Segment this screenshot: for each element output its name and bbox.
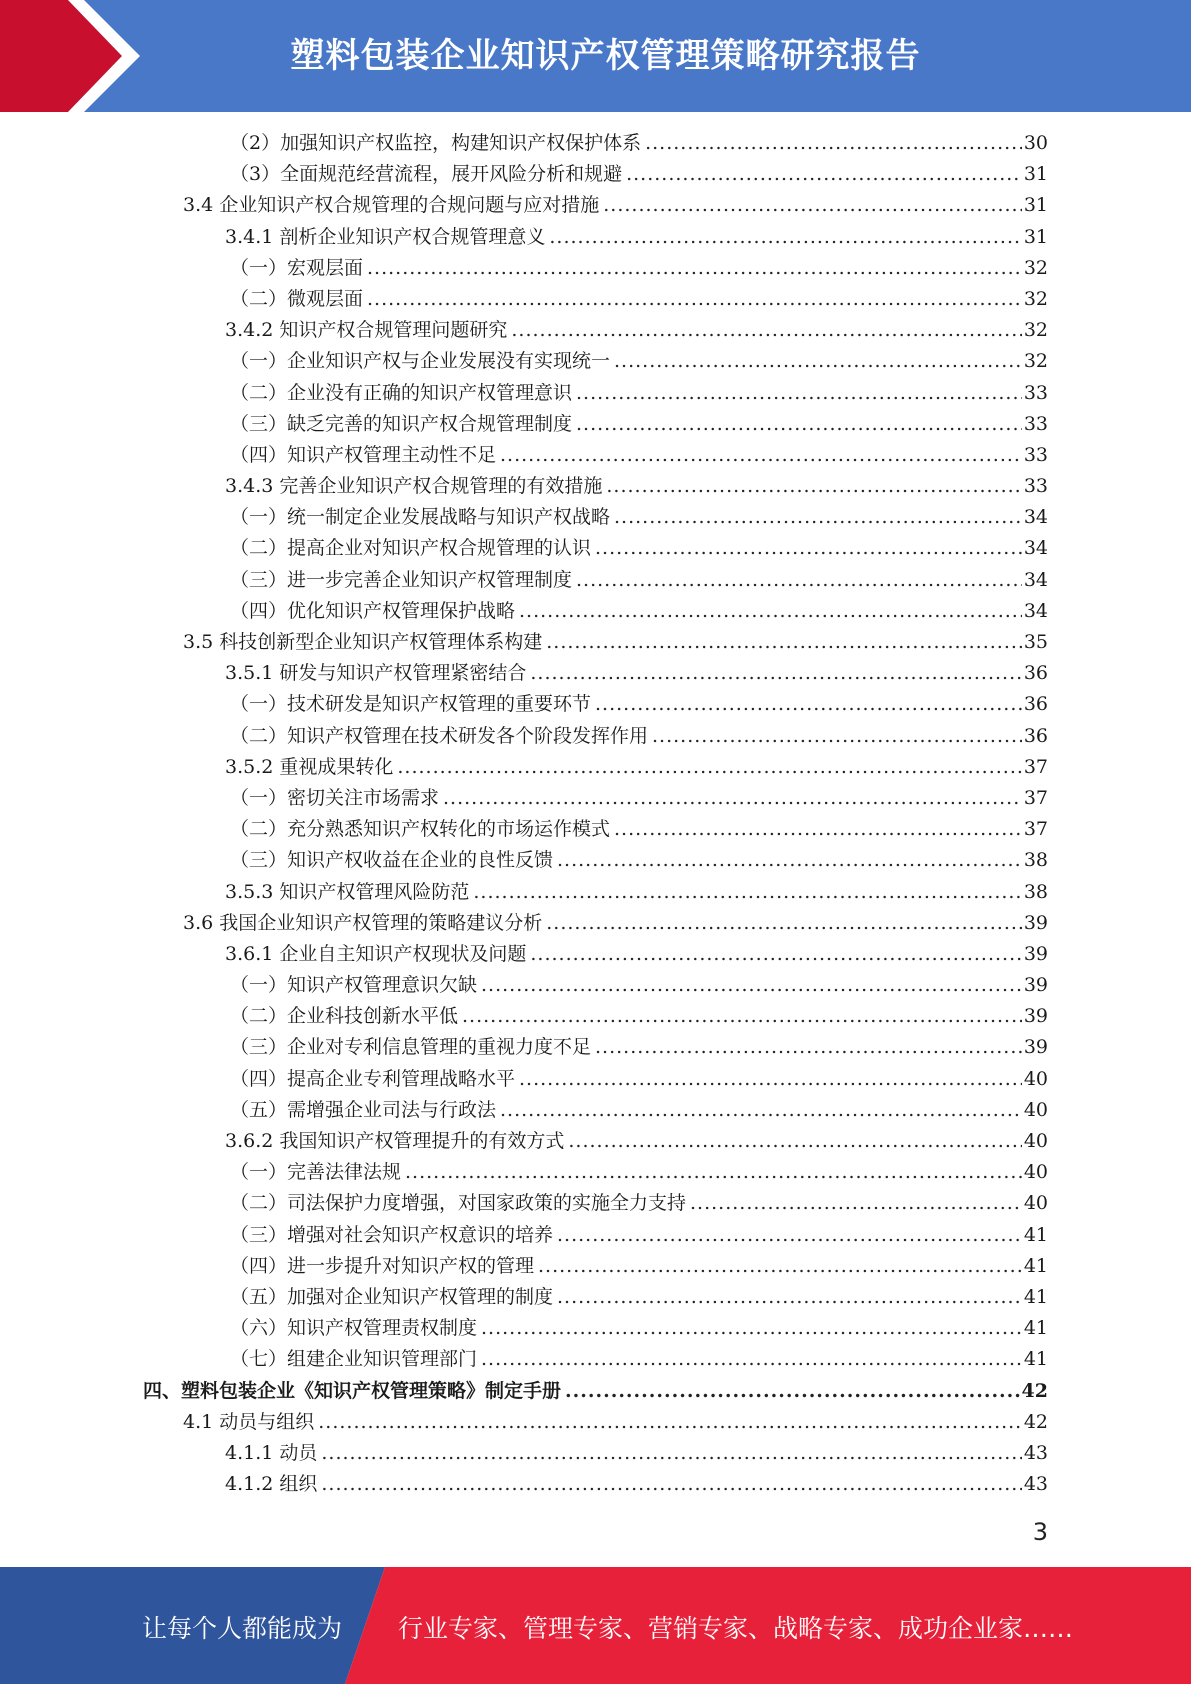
toc-entry-page: 42 bbox=[1020, 1376, 1048, 1407]
toc-entry[interactable] bbox=[0, 596, 1191, 627]
toc-dot-leader bbox=[318, 1407, 1022, 1438]
toc-dot-leader bbox=[546, 627, 1022, 658]
toc-entry-title: 3.4.2 知识产权合规管理问题研究 bbox=[225, 315, 511, 346]
toc-entry-title: （二）充分熟悉知识产权转化的市场运作模式 bbox=[230, 814, 614, 845]
toc-entry-page: 34 bbox=[1022, 565, 1048, 596]
toc-entry[interactable] bbox=[0, 970, 1191, 1001]
toc-dot-leader bbox=[557, 1282, 1022, 1313]
table-of-contents bbox=[0, 128, 1191, 1500]
toc-entry-title: （二）知识产权管理在技术研发各个阶段发挥作用 bbox=[230, 721, 652, 752]
toc-entry-title: （七）组建企业知识管理部门 bbox=[230, 1344, 481, 1375]
toc-entry-page: 37 bbox=[1022, 752, 1048, 783]
toc-entry-page: 38 bbox=[1022, 845, 1048, 876]
toc-entry-title: （三）知识产权收益在企业的良性反馈 bbox=[230, 845, 557, 876]
toc-entry-page: 31 bbox=[1022, 190, 1048, 221]
toc-dot-leader bbox=[546, 908, 1022, 939]
toc-dot-leader bbox=[397, 752, 1021, 783]
document-title: 塑料包装企业知识产权管理策略研究报告 bbox=[290, 36, 921, 76]
toc-entry-title: （三）企业对专利信息管理的重视力度不足 bbox=[230, 1032, 595, 1063]
toc-entry-title: （二）企业没有正确的知识产权管理意识 bbox=[230, 378, 576, 409]
toc-dot-leader bbox=[645, 128, 1022, 159]
toc-entry-page: 40 bbox=[1022, 1157, 1048, 1188]
toc-entry-title: （2）加强知识产权监控，构建知识产权保护体系 bbox=[230, 128, 645, 159]
toc-dot-leader bbox=[576, 565, 1022, 596]
toc-dot-leader bbox=[595, 533, 1022, 564]
toc-entry-page: 37 bbox=[1022, 814, 1048, 845]
toc-entry-title: 3.5 科技创新型企业知识产权管理体系构建 bbox=[183, 627, 546, 658]
footer-slogan-right: 行业专家、管理专家、营销专家、战略专家、成功企业家…… bbox=[398, 1614, 1074, 1643]
toc-entry[interactable] bbox=[0, 1438, 1191, 1469]
toc-dot-leader bbox=[576, 378, 1022, 409]
toc-entry[interactable] bbox=[0, 783, 1191, 814]
toc-entry-title: 4.1.2 组织 bbox=[225, 1469, 321, 1500]
toc-dot-leader bbox=[614, 346, 1022, 377]
toc-entry-page: 36 bbox=[1022, 658, 1048, 689]
toc-dot-leader bbox=[511, 315, 1021, 346]
toc-dot-leader bbox=[530, 658, 1021, 689]
toc-entry[interactable] bbox=[0, 1469, 1191, 1500]
toc-entry-page: 41 bbox=[1022, 1220, 1048, 1251]
toc-entry[interactable] bbox=[0, 658, 1191, 689]
toc-entry-title: （三）进一步完善企业知识产权管理制度 bbox=[230, 565, 576, 596]
toc-entry-title: （一）完善法律法规 bbox=[230, 1157, 405, 1188]
toc-entry-page: 32 bbox=[1022, 253, 1048, 284]
toc-entry[interactable] bbox=[0, 721, 1191, 752]
toc-entry[interactable] bbox=[0, 1407, 1191, 1438]
toc-entry[interactable] bbox=[0, 845, 1191, 876]
toc-entry-title: 4.1.1 动员 bbox=[225, 1438, 321, 1469]
toc-dot-leader bbox=[481, 1313, 1022, 1344]
toc-entry[interactable] bbox=[0, 627, 1191, 658]
toc-entry-title: （一）密切关注市场需求 bbox=[230, 783, 443, 814]
toc-entry[interactable] bbox=[0, 346, 1191, 377]
toc-entry-page: 40 bbox=[1022, 1126, 1048, 1157]
toc-entry-page: 41 bbox=[1022, 1313, 1048, 1344]
toc-entry-title: 4.1 动员与组织 bbox=[183, 1407, 318, 1438]
toc-entry-page: 38 bbox=[1022, 877, 1048, 908]
toc-entry[interactable] bbox=[0, 814, 1191, 845]
toc-entry-page: 41 bbox=[1022, 1344, 1048, 1375]
toc-entry[interactable] bbox=[0, 190, 1191, 221]
toc-entry[interactable] bbox=[0, 1095, 1191, 1126]
toc-entry-title: 3.6.1 企业自主知识产权现状及问题 bbox=[225, 939, 530, 970]
toc-entry-title: 3.4.3 完善企业知识产权合规管理的有效措施 bbox=[225, 471, 606, 502]
toc-dot-leader bbox=[557, 845, 1022, 876]
toc-entry-page: 39 bbox=[1022, 1001, 1048, 1032]
toc-entry[interactable] bbox=[0, 1344, 1191, 1375]
toc-entry-page: 33 bbox=[1022, 409, 1048, 440]
toc-entry-title: （四）进一步提升对知识产权的管理 bbox=[230, 1251, 538, 1282]
toc-entry[interactable] bbox=[0, 315, 1191, 346]
toc-entry[interactable] bbox=[0, 752, 1191, 783]
toc-entry-page: 39 bbox=[1022, 970, 1048, 1001]
toc-dot-leader bbox=[549, 222, 1021, 253]
toc-entry-title: （四）优化知识产权管理保护战略 bbox=[230, 596, 519, 627]
toc-entry[interactable] bbox=[0, 1032, 1191, 1063]
toc-entry-title: 四、塑料包装企业《知识产权管理策略》制定手册 bbox=[143, 1376, 565, 1407]
toc-entry-page: 33 bbox=[1022, 471, 1048, 502]
toc-dot-leader bbox=[443, 783, 1022, 814]
toc-entry-page: 41 bbox=[1022, 1282, 1048, 1313]
toc-dot-leader bbox=[321, 1469, 1021, 1500]
toc-dot-leader bbox=[481, 970, 1022, 1001]
toc-entry-page: 40 bbox=[1022, 1095, 1048, 1126]
toc-dot-leader bbox=[614, 814, 1022, 845]
toc-entry-page: 43 bbox=[1022, 1438, 1048, 1469]
toc-entry-title: （二）司法保护力度增强，对国家政策的实施全力支持 bbox=[230, 1188, 690, 1219]
toc-entry-page: 32 bbox=[1022, 315, 1048, 346]
toc-dot-leader bbox=[405, 1157, 1022, 1188]
toc-entry[interactable] bbox=[0, 1064, 1191, 1095]
toc-dot-leader bbox=[606, 471, 1021, 502]
toc-entry[interactable] bbox=[0, 877, 1191, 908]
toc-entry[interactable] bbox=[0, 1126, 1191, 1157]
toc-entry-title: （一）企业知识产权与企业发展没有实现统一 bbox=[230, 346, 614, 377]
toc-entry-page: 34 bbox=[1022, 502, 1048, 533]
toc-dot-leader bbox=[568, 1126, 1021, 1157]
toc-entry-title: （一）知识产权管理意识欠缺 bbox=[230, 970, 481, 1001]
toc-dot-leader bbox=[595, 689, 1022, 720]
toc-entry[interactable] bbox=[0, 222, 1191, 253]
toc-entry-page: 30 bbox=[1022, 128, 1048, 159]
toc-entry[interactable] bbox=[0, 1001, 1191, 1032]
toc-entry[interactable] bbox=[0, 128, 1191, 159]
toc-entry[interactable] bbox=[0, 1282, 1191, 1313]
toc-entry[interactable] bbox=[0, 1251, 1191, 1282]
toc-entry[interactable] bbox=[0, 533, 1191, 564]
toc-entry-title: （四）提高企业专利管理战略水平 bbox=[230, 1064, 519, 1095]
toc-entry-page: 43 bbox=[1022, 1469, 1048, 1500]
toc-entry[interactable] bbox=[0, 440, 1191, 471]
toc-entry[interactable] bbox=[0, 939, 1191, 970]
toc-entry[interactable] bbox=[0, 378, 1191, 409]
toc-entry-page: 39 bbox=[1022, 908, 1048, 939]
toc-dot-leader bbox=[367, 253, 1022, 284]
toc-entry[interactable] bbox=[0, 253, 1191, 284]
toc-entry-title: （二）微观层面 bbox=[230, 284, 367, 315]
toc-entry-title: （三）缺乏完善的知识产权合规管理制度 bbox=[230, 409, 576, 440]
toc-entry-page: 39 bbox=[1022, 1032, 1048, 1063]
toc-dot-leader bbox=[473, 877, 1021, 908]
toc-entry-page: 33 bbox=[1022, 378, 1048, 409]
toc-entry-page: 35 bbox=[1022, 627, 1048, 658]
toc-entry-page: 41 bbox=[1022, 1251, 1048, 1282]
toc-entry[interactable] bbox=[0, 1188, 1191, 1219]
toc-dot-leader bbox=[519, 1064, 1022, 1095]
toc-dot-leader bbox=[367, 284, 1022, 315]
toc-entry-title: 3.4 企业知识产权合规管理的合规问题与应对措施 bbox=[183, 190, 603, 221]
toc-entry-page: 32 bbox=[1022, 346, 1048, 377]
toc-entry[interactable] bbox=[0, 1313, 1191, 1344]
toc-entry[interactable] bbox=[0, 1376, 1191, 1407]
page-number: 3 bbox=[1032, 1518, 1048, 1546]
toc-entry[interactable] bbox=[0, 409, 1191, 440]
toc-entry-page: 36 bbox=[1022, 689, 1048, 720]
toc-dot-leader bbox=[565, 1376, 1020, 1407]
toc-dot-leader bbox=[557, 1220, 1022, 1251]
toc-dot-leader bbox=[462, 1001, 1022, 1032]
toc-dot-leader bbox=[538, 1251, 1022, 1282]
toc-dot-leader bbox=[500, 1095, 1022, 1126]
toc-entry[interactable] bbox=[0, 689, 1191, 720]
toc-entry[interactable] bbox=[0, 471, 1191, 502]
toc-dot-leader bbox=[595, 1032, 1022, 1063]
toc-entry-title: （六）知识产权管理责权制度 bbox=[230, 1313, 481, 1344]
toc-entry-page: 40 bbox=[1022, 1188, 1048, 1219]
toc-entry-title: （四）知识产权管理主动性不足 bbox=[230, 440, 500, 471]
toc-entry-title: （一）技术研发是知识产权管理的重要环节 bbox=[230, 689, 595, 720]
toc-entry[interactable] bbox=[0, 1220, 1191, 1251]
toc-dot-leader bbox=[614, 502, 1022, 533]
header-banner bbox=[0, 0, 1191, 112]
toc-dot-leader bbox=[481, 1344, 1022, 1375]
toc-entry[interactable] bbox=[0, 908, 1191, 939]
toc-entry-title: （二）企业科技创新水平低 bbox=[230, 1001, 462, 1032]
toc-entry-title: （3）全面规范经营流程，展开风险分析和规避 bbox=[230, 159, 626, 190]
toc-entry[interactable] bbox=[0, 565, 1191, 596]
toc-entry-page: 31 bbox=[1022, 222, 1048, 253]
toc-entry-title: （三）增强对社会知识产权意识的培养 bbox=[230, 1220, 557, 1251]
toc-dot-leader bbox=[519, 596, 1022, 627]
toc-entry[interactable] bbox=[0, 284, 1191, 315]
toc-entry-title: 3.6.2 我国知识产权管理提升的有效方式 bbox=[225, 1126, 568, 1157]
toc-entry-title: 3.5.1 研发与知识产权管理紧密结合 bbox=[225, 658, 530, 689]
toc-entry-page: 31 bbox=[1022, 159, 1048, 190]
toc-entry-page: 34 bbox=[1022, 596, 1048, 627]
toc-dot-leader bbox=[576, 409, 1022, 440]
toc-dot-leader bbox=[603, 190, 1022, 221]
toc-entry-page: 32 bbox=[1022, 284, 1048, 315]
footer-banner bbox=[0, 1567, 1191, 1684]
toc-dot-leader bbox=[690, 1188, 1022, 1219]
toc-entry-title: 3.5.2 重视成果转化 bbox=[225, 752, 397, 783]
toc-dot-leader bbox=[530, 939, 1021, 970]
toc-entry-title: 3.6 我国企业知识产权管理的策略建议分析 bbox=[183, 908, 546, 939]
toc-entry[interactable] bbox=[0, 502, 1191, 533]
toc-entry-page: 42 bbox=[1022, 1407, 1048, 1438]
toc-dot-leader bbox=[321, 1438, 1021, 1469]
toc-entry[interactable] bbox=[0, 1157, 1191, 1188]
footer-slogan-left: 让每个人都能成为 bbox=[142, 1614, 343, 1643]
toc-entry-title: （五）加强对企业知识产权管理的制度 bbox=[230, 1282, 557, 1313]
toc-entry-title: （一）宏观层面 bbox=[230, 253, 367, 284]
toc-entry-page: 39 bbox=[1022, 939, 1048, 970]
toc-entry-title: （二）提高企业对知识产权合规管理的认识 bbox=[230, 533, 595, 564]
toc-entry-title: （五）需增强企业司法与行政法 bbox=[230, 1095, 500, 1126]
toc-entry-title: 3.4.1 剖析企业知识产权合规管理意义 bbox=[225, 222, 549, 253]
toc-dot-leader bbox=[626, 159, 1022, 190]
toc-entry-page: 36 bbox=[1022, 721, 1048, 752]
toc-entry-title: （一）统一制定企业发展战略与知识产权战略 bbox=[230, 502, 614, 533]
toc-entry-page: 34 bbox=[1022, 533, 1048, 564]
toc-entry[interactable] bbox=[0, 159, 1191, 190]
toc-entry-title: 3.5.3 知识产权管理风险防范 bbox=[225, 877, 473, 908]
toc-entry-page: 33 bbox=[1022, 440, 1048, 471]
toc-dot-leader bbox=[500, 440, 1022, 471]
toc-entry-page: 40 bbox=[1022, 1064, 1048, 1095]
toc-entry-page: 37 bbox=[1022, 783, 1048, 814]
toc-dot-leader bbox=[652, 721, 1022, 752]
